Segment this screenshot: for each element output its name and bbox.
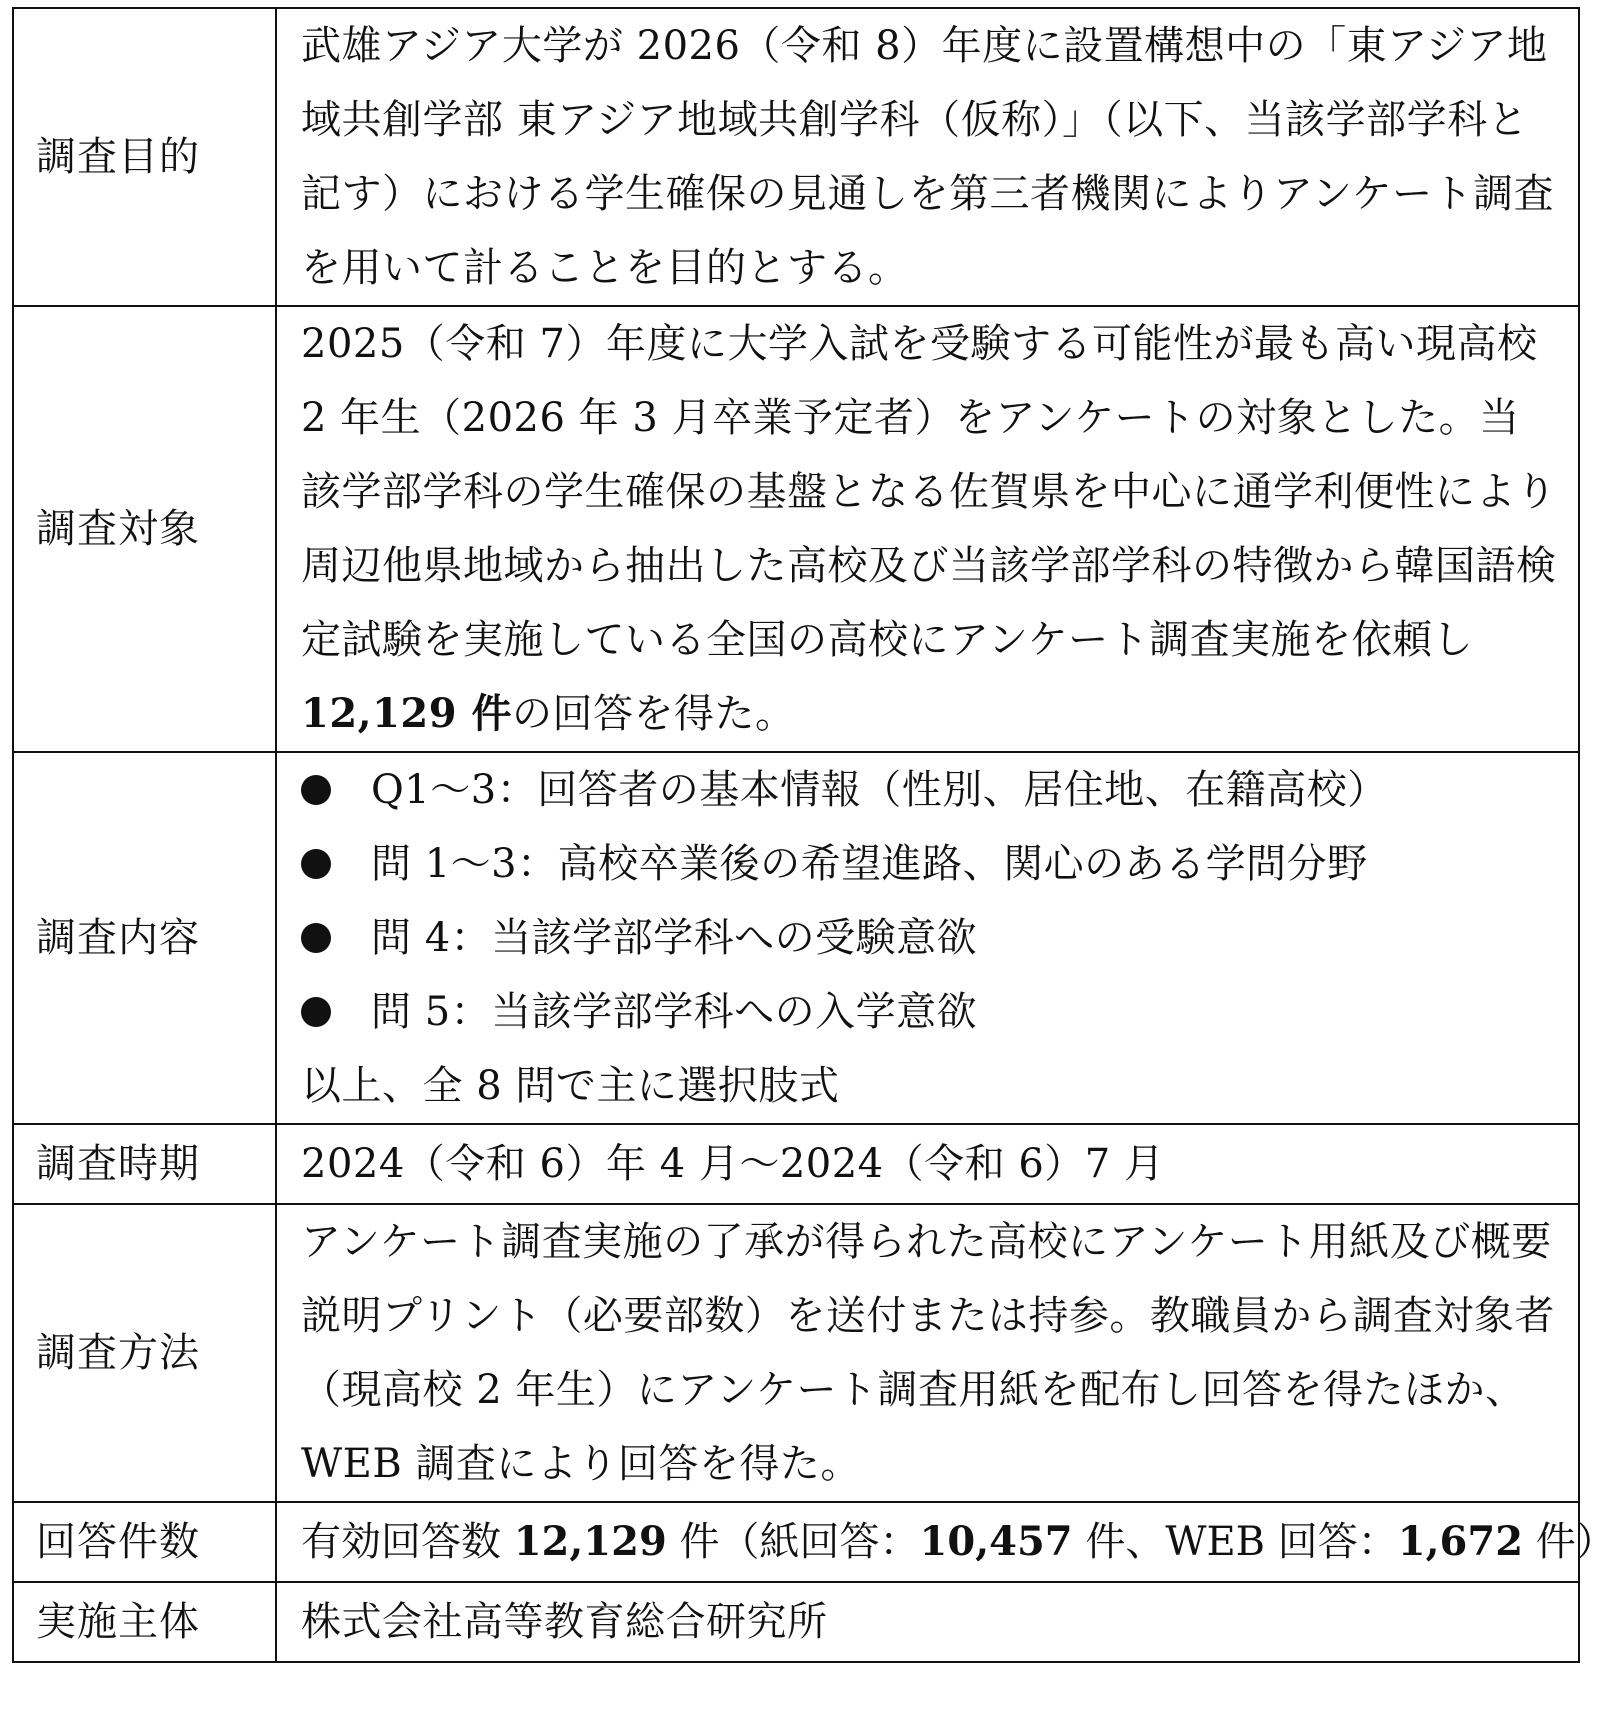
row-label-responses: 回答件数 bbox=[13, 1502, 276, 1582]
target-text-before: 2025（令和 7）年度に大学入試を受験する可能性が最も高い現高校 2 年生（2026 年 3 月卒業予定者）をアンケートの対象とした。当該学部学科の学生確保の基盤となる佐賀県を中心に通学利便性により周辺他県地域から抽出した高校及び当該学部学科の特徴から韓国語検定試験を実施している全国の高校にアンケート調査実施を依頼し bbox=[301, 321, 1557, 663]
table-row-organizer bbox=[13, 1582, 1579, 1662]
row-label-method: 調査方法 bbox=[13, 1204, 276, 1502]
row-content-responses bbox=[276, 1502, 1616, 1582]
responses-suffix: 件） bbox=[1523, 1519, 1616, 1565]
list-item-text: Q1～3：回答者の基本情報（性別、居住地、在籍高校） bbox=[371, 767, 1388, 813]
responses-mid2: 件、WEB 回答： bbox=[1072, 1519, 1398, 1565]
list-item bbox=[301, 975, 1558, 1049]
responses-web: 1,672 bbox=[1397, 1518, 1524, 1565]
row-content-target bbox=[276, 306, 1579, 752]
table-row-period bbox=[13, 1124, 1579, 1204]
list-item-text: 問 1～3：高校卒業後の希望進路、関心のある学問分野 bbox=[371, 841, 1368, 887]
bullet-icon bbox=[301, 775, 331, 805]
responses-prefix: 有効回答数 bbox=[301, 1519, 514, 1565]
row-label-period: 調査時期 bbox=[13, 1124, 276, 1204]
list-item-text: 問 4：当該学部学科への受験意欲 bbox=[371, 915, 978, 961]
responses-total: 12,129 bbox=[513, 1518, 667, 1565]
list-item-text: 問 5：当該学部学科への入学意欲 bbox=[371, 989, 978, 1035]
list-item bbox=[301, 901, 1558, 975]
row-content-period: 2024（令和 6）年 4 月～2024（令和 6）7 月 bbox=[276, 1124, 1579, 1204]
table-row-purpose bbox=[13, 8, 1579, 306]
table-row-target bbox=[13, 306, 1579, 752]
target-text-after: の回答を得た。 bbox=[512, 691, 796, 737]
content-summary: 以上、全 8 問で主に選択肢式 bbox=[301, 1063, 840, 1109]
row-label-purpose: 調査目的 bbox=[13, 8, 276, 306]
table-row-responses bbox=[13, 1502, 1579, 1582]
list-item bbox=[301, 827, 1558, 901]
survey-overview-table bbox=[12, 7, 1616, 1663]
target-response-count: 12,129 件 bbox=[301, 690, 513, 737]
bullet-icon bbox=[301, 997, 331, 1027]
bullet-icon bbox=[301, 849, 331, 879]
list-item bbox=[301, 753, 1558, 827]
row-label-target: 調査対象 bbox=[13, 306, 276, 752]
row-content-method: アンケート調査実施の了承が得られた高校にアンケート用紙及び概要説明プリント（必要部数）を送付または持参。教職員から調査対象者（現高校 2 年生）にアンケート調査用紙を配布し回答を得たほか、WEB 調査により回答を得た。 bbox=[276, 1204, 1579, 1502]
row-content-organizer: 株式会社高等教育総合研究所 bbox=[276, 1582, 1579, 1662]
row-label-content: 調査内容 bbox=[13, 752, 276, 1124]
row-content-content bbox=[276, 752, 1579, 1124]
table-row-method bbox=[13, 1204, 1579, 1502]
responses-paper: 10,457 bbox=[919, 1518, 1073, 1565]
table-row-content bbox=[13, 752, 1579, 1124]
row-content-purpose: 武雄アジア大学が 2026（令和 8）年度に設置構想中の「東アジア地域共創学部 東アジア地域共創学科（仮称）」（以下、当該学部学科と記す）における学生確保の見通しを第三者機関によりアンケート調査を用いて計ることを目的とする。 bbox=[276, 8, 1579, 306]
row-label-organizer: 実施主体 bbox=[13, 1582, 276, 1662]
responses-mid1: 件（紙回答： bbox=[666, 1519, 920, 1565]
bullet-icon bbox=[301, 923, 331, 953]
